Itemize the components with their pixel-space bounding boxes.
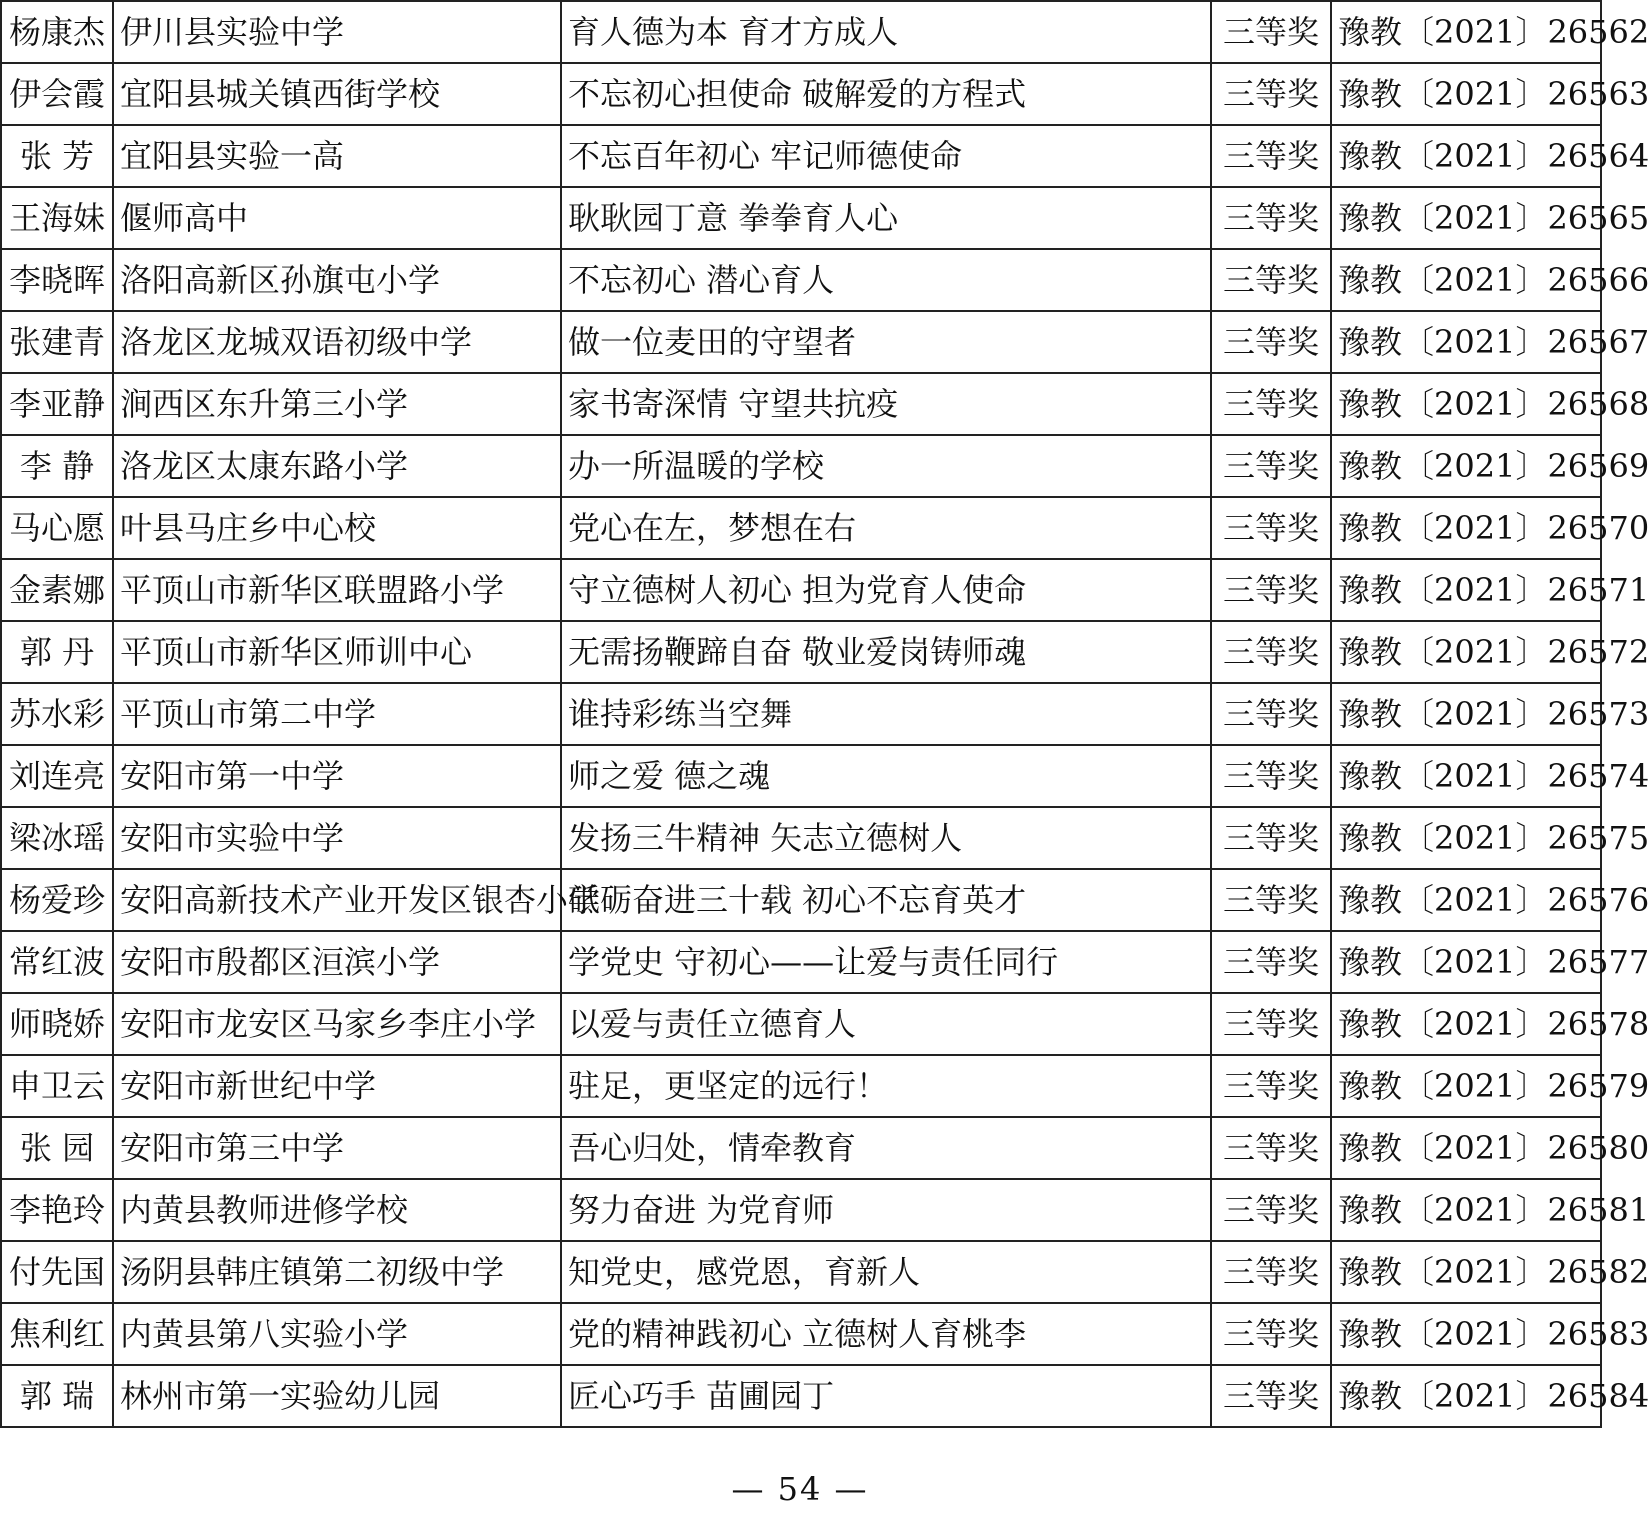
certificate-number-cell: 豫教〔2021〕26575 (1331, 807, 1601, 869)
teacher-name-cell: 常红波 (1, 931, 113, 993)
teacher-name-cell: 李亚静 (1, 373, 113, 435)
essay-title-cell: 不忘百年初心 牢记师德使命 (561, 125, 1211, 187)
teacher-name-cell: 马心愿 (1, 497, 113, 559)
certificate-number-cell: 豫教〔2021〕26566 (1331, 249, 1601, 311)
school-cell: 安阳市实验中学 (113, 807, 561, 869)
school-cell: 平顶山市新华区联盟路小学 (113, 559, 561, 621)
award-level-cell: 三等奖 (1211, 1117, 1331, 1179)
certificate-number-cell: 豫教〔2021〕26574 (1331, 745, 1601, 807)
table-row (1, 1055, 1601, 1117)
teacher-name-cell: 郭 丹 (1, 621, 113, 683)
certificate-number-cell: 豫教〔2021〕26578 (1331, 993, 1601, 1055)
award-level-cell: 三等奖 (1211, 621, 1331, 683)
certificate-number-cell: 豫教〔2021〕26580 (1331, 1117, 1601, 1179)
teacher-name-cell: 刘连亮 (1, 745, 113, 807)
essay-title-cell: 匠心巧手 苗圃园丁 (561, 1365, 1211, 1427)
certificate-number-cell: 豫教〔2021〕26568 (1331, 373, 1601, 435)
essay-title-cell: 师之爱 德之魂 (561, 745, 1211, 807)
certificate-number-cell: 豫教〔2021〕26584 (1331, 1365, 1601, 1427)
school-cell: 安阳市殷都区洹滨小学 (113, 931, 561, 993)
essay-title-cell: 育人德为本 育才方成人 (561, 1, 1211, 63)
essay-title-cell: 不忘初心担使命 破解爱的方程式 (561, 63, 1211, 125)
teacher-name-cell: 杨爱珍 (1, 869, 113, 931)
essay-title-cell: 驻足，更坚定的远行！ (561, 1055, 1211, 1117)
essay-title-cell: 无需扬鞭蹄自奋 敬业爱岗铸师魂 (561, 621, 1211, 683)
school-cell: 安阳市第三中学 (113, 1117, 561, 1179)
certificate-number-cell: 豫教〔2021〕26570 (1331, 497, 1601, 559)
school-cell: 安阳高新技术产业开发区银杏小学 (113, 869, 561, 931)
school-cell: 内黄县第八实验小学 (113, 1303, 561, 1365)
table-row (1, 373, 1601, 435)
award-level-cell: 三等奖 (1211, 125, 1331, 187)
teacher-name-cell: 郭 瑞 (1, 1365, 113, 1427)
table-row (1, 125, 1601, 187)
certificate-number-cell: 豫教〔2021〕26581 (1331, 1179, 1601, 1241)
school-cell: 宜阳县城关镇西街学校 (113, 63, 561, 125)
certificate-number-cell: 豫教〔2021〕26572 (1331, 621, 1601, 683)
school-cell: 平顶山市新华区师训中心 (113, 621, 561, 683)
essay-title-cell: 党心在左，梦想在右 (561, 497, 1211, 559)
award-level-cell: 三等奖 (1211, 869, 1331, 931)
table-row (1, 559, 1601, 621)
teacher-name-cell: 李艳玲 (1, 1179, 113, 1241)
award-level-cell: 三等奖 (1211, 373, 1331, 435)
essay-title-cell: 耿耿园丁意 拳拳育人心 (561, 187, 1211, 249)
teacher-name-cell: 师晓娇 (1, 993, 113, 1055)
table-row (1, 435, 1601, 497)
award-level-cell: 三等奖 (1211, 1365, 1331, 1427)
certificate-number-cell: 豫教〔2021〕26563 (1331, 63, 1601, 125)
page-number: — 54 — (731, 1470, 869, 1508)
certificate-number-cell: 豫教〔2021〕26582 (1331, 1241, 1601, 1303)
teacher-name-cell: 王海妹 (1, 187, 113, 249)
award-level-cell: 三等奖 (1211, 1303, 1331, 1365)
school-cell: 偃师高中 (113, 187, 561, 249)
award-level-cell: 三等奖 (1211, 559, 1331, 621)
award-level-cell: 三等奖 (1211, 1179, 1331, 1241)
certificate-number-cell: 豫教〔2021〕26579 (1331, 1055, 1601, 1117)
school-cell: 洛龙区太康东路小学 (113, 435, 561, 497)
teacher-name-cell: 杨康杰 (1, 1, 113, 63)
award-level-cell: 三等奖 (1211, 1055, 1331, 1117)
essay-title-cell: 谁持彩练当空舞 (561, 683, 1211, 745)
award-level-cell: 三等奖 (1211, 807, 1331, 869)
teacher-name-cell: 付先国 (1, 1241, 113, 1303)
certificate-number-cell: 豫教〔2021〕26576 (1331, 869, 1601, 931)
essay-title-cell: 党的精神践初心 立德树人育桃李 (561, 1303, 1211, 1365)
certificate-number-cell: 豫教〔2021〕26571 (1331, 559, 1601, 621)
table-row (1, 497, 1601, 559)
teacher-name-cell: 申卫云 (1, 1055, 113, 1117)
award-level-cell: 三等奖 (1211, 187, 1331, 249)
school-cell: 平顶山市第二中学 (113, 683, 561, 745)
award-level-cell: 三等奖 (1211, 497, 1331, 559)
teacher-name-cell: 梁冰瑶 (1, 807, 113, 869)
table-row (1, 1117, 1601, 1179)
teacher-name-cell: 伊会霞 (1, 63, 113, 125)
table-row (1, 311, 1601, 373)
award-level-cell: 三等奖 (1211, 249, 1331, 311)
table-row (1, 1179, 1601, 1241)
certificate-number-cell: 豫教〔2021〕26573 (1331, 683, 1601, 745)
school-cell: 林州市第一实验幼儿园 (113, 1365, 561, 1427)
essay-title-cell: 以爱与责任立德育人 (561, 993, 1211, 1055)
school-cell: 洛龙区龙城双语初级中学 (113, 311, 561, 373)
certificate-number-cell: 豫教〔2021〕26565 (1331, 187, 1601, 249)
essay-title-cell: 发扬三牛精神 矢志立德树人 (561, 807, 1211, 869)
table-row (1, 869, 1601, 931)
certificate-number-cell: 豫教〔2021〕26562 (1331, 1, 1601, 63)
table-row (1, 1241, 1601, 1303)
teacher-name-cell: 金素娜 (1, 559, 113, 621)
table-row (1, 807, 1601, 869)
teacher-name-cell: 张建青 (1, 311, 113, 373)
school-cell: 安阳市龙安区马家乡李庄小学 (113, 993, 561, 1055)
school-cell: 安阳市新世纪中学 (113, 1055, 561, 1117)
certificate-number-cell: 豫教〔2021〕26569 (1331, 435, 1601, 497)
table-row (1, 1, 1601, 63)
teacher-name-cell: 张 园 (1, 1117, 113, 1179)
certificate-number-cell: 豫教〔2021〕26567 (1331, 311, 1601, 373)
award-table-body (1, 1, 1649, 1427)
essay-title-cell: 做一位麦田的守望者 (561, 311, 1211, 373)
award-level-cell: 三等奖 (1211, 931, 1331, 993)
table-row (1, 1365, 1601, 1427)
school-cell: 涧西区东升第三小学 (113, 373, 561, 435)
teacher-name-cell: 焦利红 (1, 1303, 113, 1365)
school-cell: 伊川县实验中学 (113, 1, 561, 63)
school-cell: 洛阳高新区孙旗屯小学 (113, 249, 561, 311)
table-row (1, 745, 1601, 807)
essay-title-cell: 不忘初心 潜心育人 (561, 249, 1211, 311)
school-cell: 内黄县教师进修学校 (113, 1179, 561, 1241)
award-level-cell: 三等奖 (1211, 993, 1331, 1055)
table-row (1, 683, 1601, 745)
school-cell: 宜阳县实验一高 (113, 125, 561, 187)
table-row (1, 63, 1601, 125)
table-row (1, 931, 1601, 993)
table-row (1, 621, 1601, 683)
school-cell: 安阳市第一中学 (113, 745, 561, 807)
essay-title-cell: 砥砺奋进三十载 初心不忘育英才 (561, 869, 1211, 931)
school-cell: 汤阴县韩庄镇第二初级中学 (113, 1241, 561, 1303)
essay-title-cell: 努力奋进 为党育师 (561, 1179, 1211, 1241)
table-row (1, 187, 1601, 249)
essay-title-cell: 吾心归处，情牵教育 (561, 1117, 1211, 1179)
essay-title-cell: 知党史，感党恩，育新人 (561, 1241, 1211, 1303)
award-level-cell: 三等奖 (1211, 63, 1331, 125)
teacher-name-cell: 张 芳 (1, 125, 113, 187)
certificate-number-cell: 豫教〔2021〕26577 (1331, 931, 1601, 993)
essay-title-cell: 学党史 守初心——让爱与责任同行 (561, 931, 1211, 993)
award-level-cell: 三等奖 (1211, 311, 1331, 373)
teacher-name-cell: 苏水彩 (1, 683, 113, 745)
teacher-name-cell: 李 静 (1, 435, 113, 497)
teacher-name-cell: 李晓晖 (1, 249, 113, 311)
table-row (1, 1303, 1601, 1365)
table-row (1, 249, 1601, 311)
essay-title-cell: 办一所温暖的学校 (561, 435, 1211, 497)
table-row (1, 993, 1601, 1055)
award-level-cell: 三等奖 (1211, 1241, 1331, 1303)
certificate-number-cell: 豫教〔2021〕26564 (1331, 125, 1601, 187)
school-cell: 叶县马庄乡中心校 (113, 497, 561, 559)
award-level-cell: 三等奖 (1211, 683, 1331, 745)
essay-title-cell: 家书寄深情 守望共抗疫 (561, 373, 1211, 435)
essay-title-cell: 守立德树人初心 担为党育人使命 (561, 559, 1211, 621)
certificate-number-cell: 豫教〔2021〕26583 (1331, 1303, 1601, 1365)
award-level-cell: 三等奖 (1211, 745, 1331, 807)
award-level-cell: 三等奖 (1211, 1, 1331, 63)
award-level-cell: 三等奖 (1211, 435, 1331, 497)
